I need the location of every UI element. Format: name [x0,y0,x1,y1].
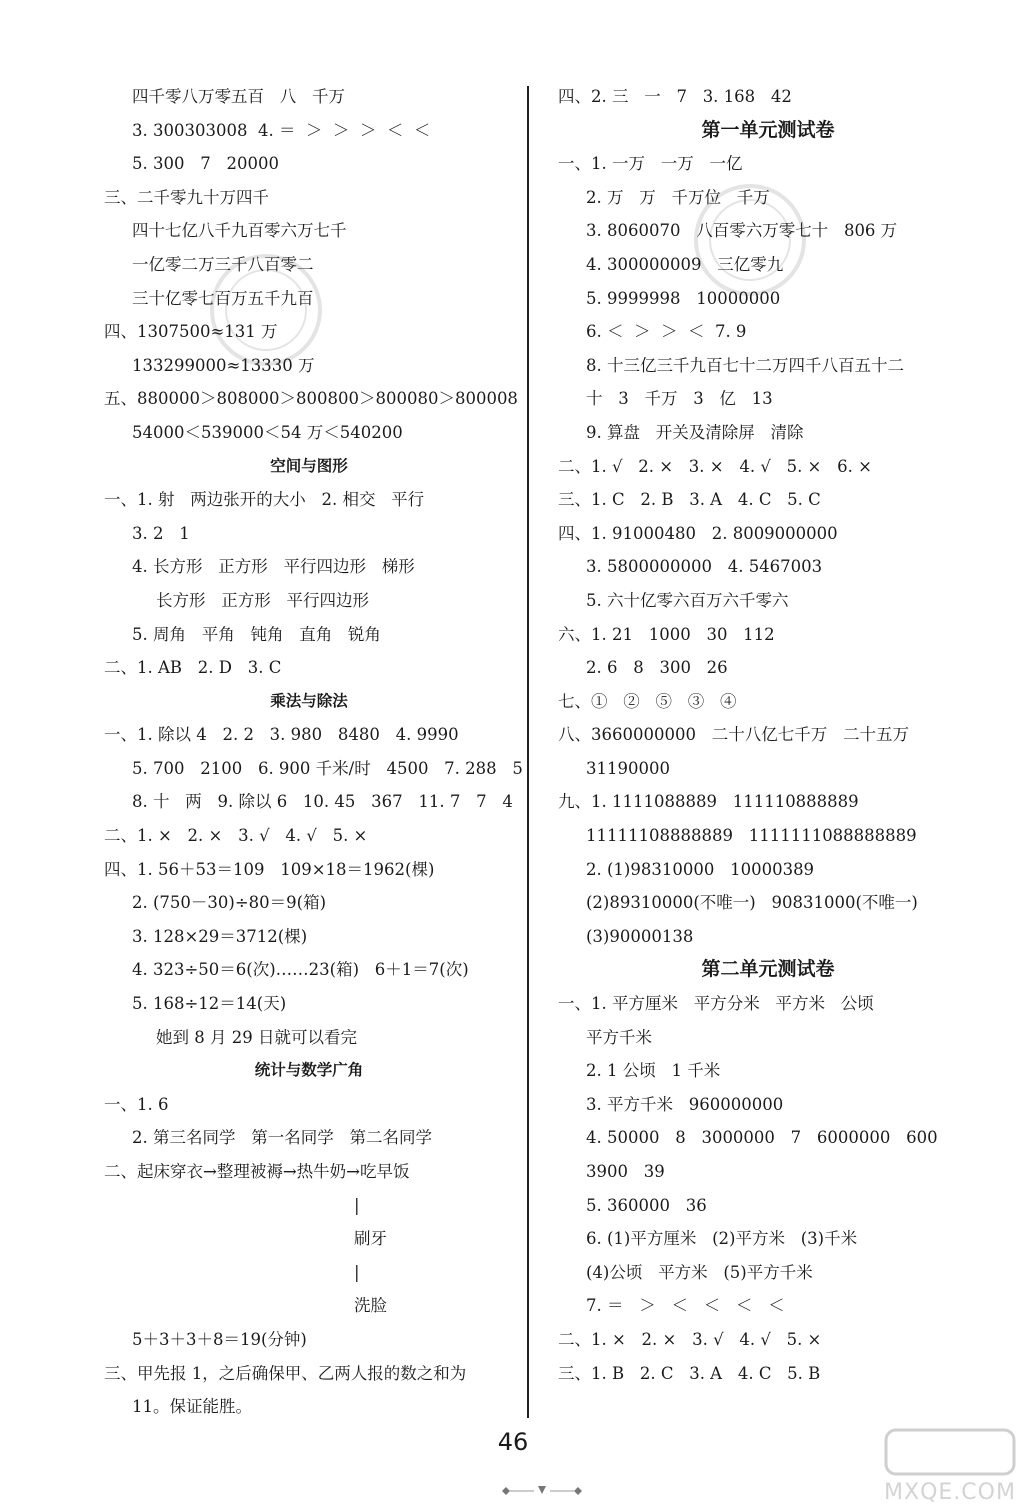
answer-line: 一、1. 一万 一万 一亿 [558,154,743,174]
answer-line: 4. 50000 8 3000000 7 6000000 600 [586,1128,938,1148]
answer-line: 三十亿零七百万五千九百 [132,288,314,308]
answer-line: 三、1. C 2. B 3. A 4. C 5. C [558,490,821,510]
answer-line: 6. (1)平方厘米 (2)平方米 (3)千米 [586,1229,858,1249]
answer-line: 二、1. AB 2. D 3. C [104,658,282,678]
answer-line: 5. 9999998 10000000 [586,288,781,308]
watermark-logo-icon [880,1424,1020,1480]
answer-line: 3. 8060070 八百零六万零七十 806 万 [586,221,898,241]
section-heading: 第二单元测试卷 [701,958,835,981]
answer-line: 5. 168÷12＝14(天) [132,994,287,1014]
watermark-logo [880,1424,1020,1510]
answer-line: 4. 323÷50＝6(次)……23(箱) 6＋1＝7(次) [132,960,469,980]
answer-line: 七、① ② ⑤ ③ ④ [558,691,737,711]
answer-line: 四、1. 56＋53＝109 109×18＝1962(棵) [104,859,435,879]
answer-line: 五、880000＞808000＞800800＞800080＞800008 [104,389,518,409]
answer-line: 9. 算盘 开关及清除屏 清除 [586,422,804,442]
answer-line: 2. 1 公顷 1 千米 [586,1061,721,1081]
answer-line: 4. 长方形 正方形 平行四边形 梯形 [132,557,415,577]
answer-line: 2. (750－30)÷80＝9(箱) [132,893,327,913]
answer-line: 洗脸 [354,1296,387,1316]
answer-line: 四十七亿八千九百零六万七千 [132,221,347,241]
section-heading: 乘法与除法 [270,691,348,710]
answer-line: 54000＜539000＜54 万＜540200 [132,422,403,442]
answer-line: 8. 十 两 9. 除以 6 10. 45 367 11. 7 7 4 [132,792,513,812]
answer-line: 九、1. 1111088889 111110888889 [558,792,859,812]
answer-line: 一、1. 除以 4 2. 2 3. 980 8480 4. 9990 [104,725,459,745]
answer-line: 133299000≈13330 万 [132,355,315,375]
answer-line: 六、1. 21 1000 30 112 [558,624,775,644]
answer-line: 二、1. √ 2. × 3. × 4. √ 5. × 6. × [558,456,872,476]
answer-line: 2. 万 万 千万位 千万 [586,187,770,207]
answer-line: | [354,1262,360,1282]
section-heading: 统计与数学广角 [254,1061,364,1080]
right-answer-column [558,80,978,1390]
answer-line: 3. 300303008 4. ＝ ＞ ＞ ＞ ＜ ＜ [132,120,431,140]
answer-line: 7. ＝ ＞ ＜ ＜ ＜ ＜ [586,1296,785,1316]
answer-line: 5. 六十亿零六百万六千零六 [586,590,789,610]
answer-line: 5. 360000 36 [586,1195,707,1215]
answer-line: 2. 第三名同学 第一名同学 第二名同学 [132,1128,432,1148]
answer-line: 5. 周角 平角 钝角 直角 锐角 [132,624,381,644]
answer-line: 2. 6 8 300 26 [586,658,728,678]
answer-line: 2. (1)98310000 10000389 [586,859,815,879]
answer-line: 刷牙 [354,1229,387,1249]
answer-line: 十 3 千万 3 亿 13 [586,389,773,409]
section-heading: 空间与图形 [270,456,348,475]
answer-line: 3. 128×29＝3712(棵) [132,926,308,946]
left-answer-column [104,80,523,1424]
answer-line: 三、甲先报 1，之后确保甲、乙两人报的数之和为 [104,1363,467,1383]
answer-line: 八、3660000000 二十八亿七千万 二十五万 [558,725,909,745]
answer-line: 一、1. 平方厘米 平方分米 平方米 公顷 [558,994,874,1014]
answer-line: 三、1. B 2. C 3. A 4. C 5. B [558,1363,821,1383]
answer-line: 11111108888889 1111111088888889 [586,826,917,846]
answer-line: 四、1. 91000480 2. 8009000000 [558,523,838,543]
answer-line: 平方千米 [586,1027,652,1047]
answer-line: 5. 300 7 20000 [132,154,279,174]
answer-line: 三、二千零九十万四千 [104,187,269,207]
answer-line: 一、1. 射 两边张开的大小 2. 相交 平行 [104,490,425,510]
answer-line: 11。保证能胜。 [132,1397,252,1417]
watermark-text: MXQE.COM [884,1480,1016,1505]
answer-line: | [354,1195,360,1215]
answer-line: 5. 700 2100 6. 900 千米/时 4500 7. 288 5 [132,758,523,778]
answer-line: 8. 十三亿三千九百七十二万四千八百五十二 [586,355,904,375]
footer-ornament-icon [492,1480,592,1502]
answer-line: 二、1. × 2. × 3. √ 4. √ 5. × [558,1329,822,1349]
answer-line: 4. 300000009 三亿零九 [586,254,784,274]
answer-line: 二、起床穿衣→整理被褥→热牛奶→吃早饭 [104,1162,410,1181]
section-heading: 第一单元测试卷 [701,118,835,141]
answer-line: 四、1307500≈131 万 [104,322,278,342]
answer-line: (4)公顷 平方米 (5)平方千米 [586,1262,813,1282]
answer-line: 二、1. × 2. × 3. √ 4. √ 5. × [104,826,368,846]
answer-line: (3)90000138 [586,926,694,946]
answer-line: 6. ＜ ＞ ＞ ＜ 7. 9 [586,322,747,342]
answer-line: 3. 平方千米 960000000 [586,1094,784,1114]
answer-line: 四、2. 三 一 7 3. 168 42 [558,87,792,106]
answer-line: (2)89310000(不唯一) 90831000(不唯一) [586,893,918,913]
answer-line: 她到 8 月 29 日就可以看完 [156,1027,357,1047]
answer-line: 一亿零二万三千八百零二 [132,254,314,274]
answer-line: 3. 2 1 [132,523,190,543]
answer-line: 一、1. 6 [104,1094,169,1114]
answer-line: 5＋3＋3＋8＝19(分钟) [132,1329,307,1349]
answer-line: 3. 5800000000 4. 5467003 [586,557,823,577]
column-divider [527,86,529,1418]
answer-line: 3900 39 [586,1162,665,1181]
answer-line: 31190000 [586,758,670,778]
page-number: 46 [497,1428,529,1456]
answer-line: 长方形 正方形 平行四边形 [156,590,369,610]
answer-line: 四千零八万零五百 八 千万 [132,87,345,106]
